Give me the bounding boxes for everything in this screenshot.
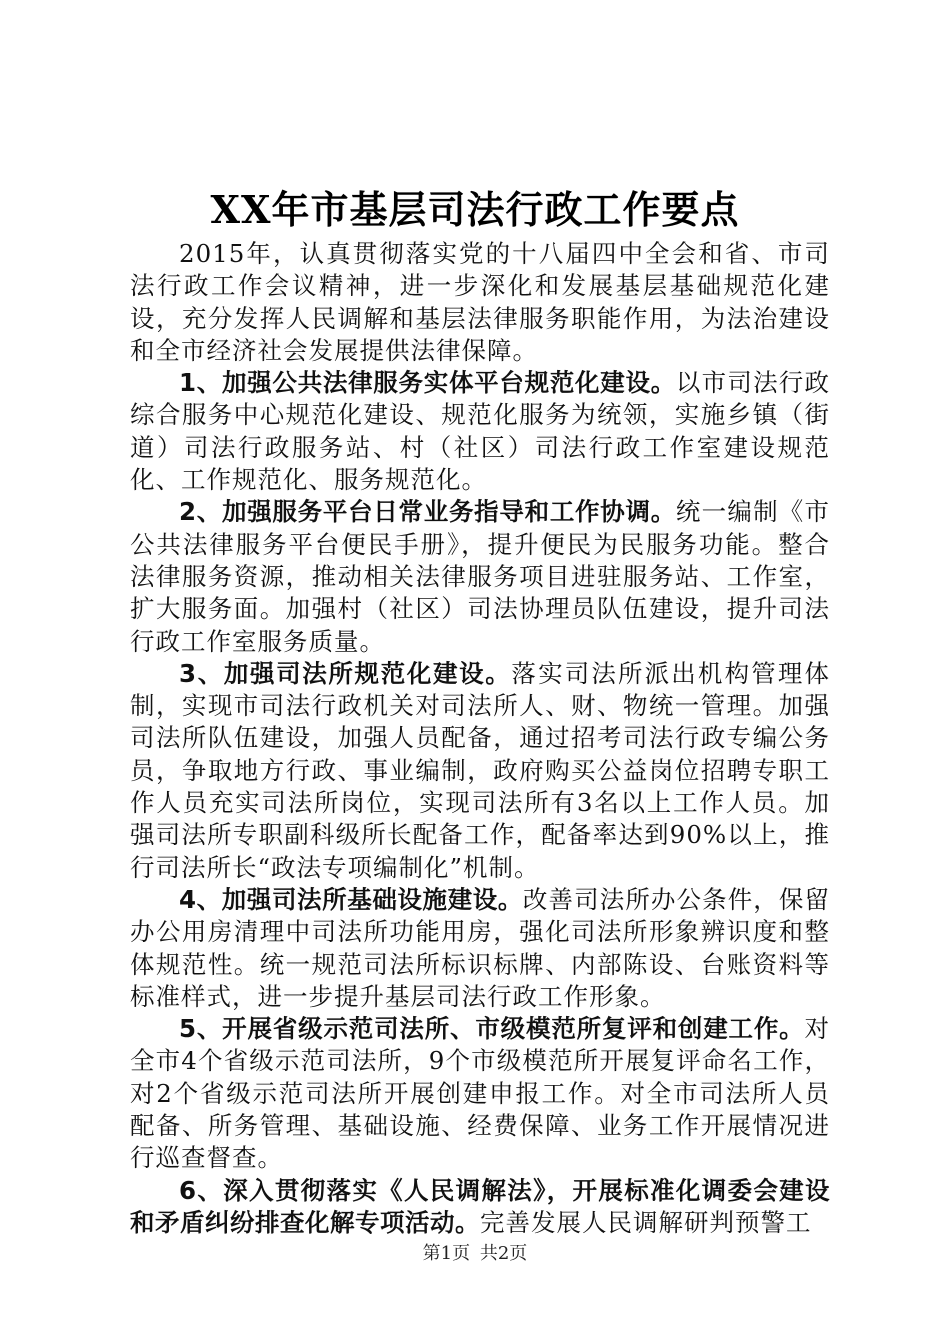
document-body bbox=[130, 238, 830, 1239]
item-paragraph-1 bbox=[130, 367, 830, 496]
item-text-3: 落实司法所派出机构管理体制，实现市司法行政机关对司法所人、财、物统一管理。加强司法所队伍建设，加强人员配备，通过招考司法行政专编公务员，争取地方行政、事业编制，政府购买公益岗位招聘专职工作人员充实司法所岗位，实现司法所有3名以上工作人员。加强司法所专职副科级所长配备工作，配备率达到90%以上，推行司法所长“政法专项编制化”机制。 bbox=[130, 658, 831, 882]
document-title: XX年市基层司法行政工作要点 bbox=[210, 187, 740, 232]
page-number: 第1页 bbox=[422, 1243, 471, 1264]
item-heading-5: 5、开展省级示范司法所、市级模范所复评和创建工作。 bbox=[179, 1014, 805, 1044]
item-heading-2: 2、加强服务平台日常业务指导和工作协调。 bbox=[179, 497, 676, 527]
intro-paragraph: 2015年，认真贯彻落实党的十八届四中全会和省、市司法行政工作会议精神，进一步深化和发展基层基础规范化建设，充分发挥人民调解和基层法律服务职能作用，为法治建设和全市经济社会发展提供法律保障。 bbox=[130, 239, 830, 365]
item-heading-1: 1、加强公共法律服务实体平台规范化建设。 bbox=[179, 368, 676, 398]
item-paragraph-2 bbox=[130, 496, 830, 657]
item-text-1: 以市司法行政综合服务中心规范化建设、规范化服务为统领，实施乡镇（街道）司法行政服务站、村（社区）司法行政工作室建设规范化、工作规范化、服务规范化。 bbox=[130, 368, 831, 495]
item-paragraph-4 bbox=[130, 884, 830, 1013]
page-footer bbox=[0, 1242, 950, 1266]
item-paragraph-6 bbox=[130, 1175, 830, 1240]
item-text-4: 改善司法所办公条件，保留办公用房清理中司法所功能用房，强化司法所形象辨识度和整体规范性。统一规范司法所标识标牌、内部陈设、台账资料等标准样式，进一步提升基层司法行政工作形象。 bbox=[130, 884, 831, 1011]
item-heading-6: 6、深入贯彻落实《人民调解法》，开展标准化调委会建设和矛盾纠纷排查化解专项活动。 bbox=[130, 1175, 830, 1237]
item-text-6: 完善发展人民调解研判预警工 bbox=[480, 1207, 812, 1237]
item-heading-3: 3、加强司法所规范化建设。 bbox=[179, 658, 512, 688]
item-text-5: 对全市4个省级示范司法所，9个市级模范所开展复评命名工作，对2个省级示范司法所开展创建申报工作。对全市司法所人员配备、所务管理、基础设施、经费保障、业务工作开展情况进行巡查督查。 bbox=[130, 1014, 830, 1173]
page-total: 共2页 bbox=[479, 1243, 528, 1264]
item-heading-4: 4、加强司法所基础设施建设。 bbox=[179, 884, 523, 914]
item-paragraph-5 bbox=[130, 1013, 830, 1174]
item-text-2: 统一编制《市公共法律服务平台便民手册》，提升便民为民服务功能。整合法律服务资源，推动相关法律服务项目进驻服务站、工作室，扩大服务面。加强村（社区）司法协理员队伍建设，提升司法行政工作室服务质量。 bbox=[130, 497, 831, 656]
item-paragraph-3 bbox=[130, 658, 830, 884]
